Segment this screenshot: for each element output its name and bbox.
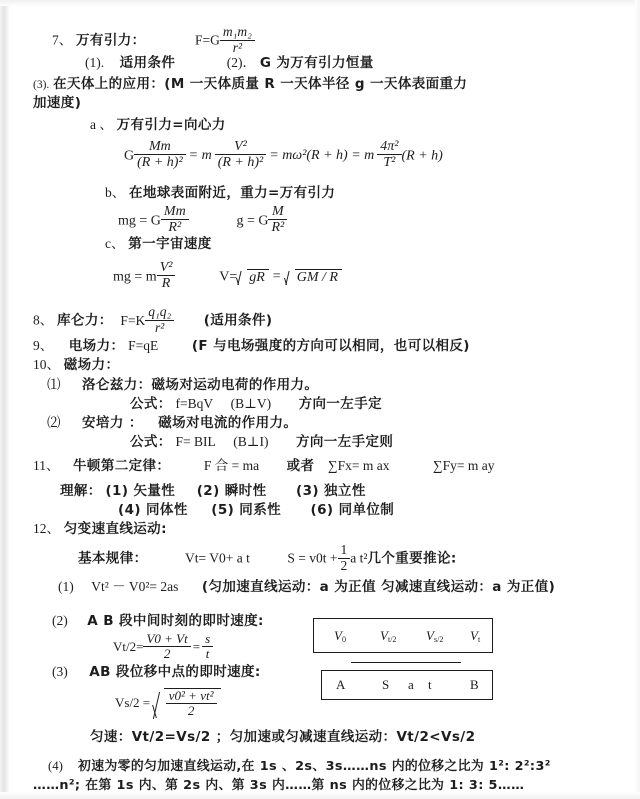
eq-term1-den: (R + h)²: [134, 154, 186, 170]
item-2-text: 磁场对电流的作用力。: [158, 415, 298, 431]
section-10-item-1: [47, 378, 318, 393]
velocity-cell-vt: $V_t$: [470, 627, 481, 644]
s12-item-1-note: (匀加速直线运动：a 为正值 匀减速直线运动：a 为正值): [201, 579, 556, 595]
section-8: [33, 303, 273, 336]
section-8-number: 8、: [33, 312, 54, 328]
sub-2-text: G 为万有引力恒量: [259, 55, 374, 71]
section-7-item-b: [105, 186, 335, 201]
eq-term2-num: V²: [234, 138, 247, 154]
sqrt-GMR-content: GM / R: [295, 269, 342, 285]
section-9-number: 9、: [33, 338, 54, 353]
section-10-number: 10、: [33, 357, 60, 372]
item-2-condition: (B⊥I): [233, 434, 269, 449]
section-12-basic-law: [78, 541, 457, 574]
s12-item-3-marker: (3): [52, 664, 68, 679]
basic-law-half-fraction: [338, 543, 351, 573]
item-2-formula-label: 公式：: [130, 434, 172, 450]
section-7-formula-lead: F=G: [195, 32, 220, 48]
understand-item-5: (5) 同系性: [211, 502, 281, 518]
velocity-row-box: [313, 618, 493, 653]
vs2-lead: Vs/2 =: [115, 694, 151, 710]
vs2-den: 2: [166, 703, 217, 718]
section-12-item-3-equation: [115, 688, 221, 719]
velocity-cell-vt2: $V_{t/2}$: [380, 627, 397, 644]
item-c-left-lead: mg = m: [113, 269, 157, 285]
section-7-sub-3-cont: 加速度): [33, 95, 82, 111]
section-12-item-3: [52, 665, 261, 680]
vt2-lead: Vt/2=: [113, 638, 144, 654]
understand-item-4: (4) 同体性: [118, 502, 188, 518]
s12-item-3-text: AB 段位移中点的即时速度:: [89, 664, 261, 680]
item-2-formula: F= BIL: [175, 434, 216, 449]
vt2-num-1: V0 + Vt: [146, 630, 188, 646]
section-7-heading: [52, 23, 255, 56]
eq-equals-2: = mω²(R + h) = m: [269, 148, 375, 164]
item-1-marker: ⑴: [47, 377, 61, 392]
section-12-uniform-note: [90, 730, 475, 745]
sub-1-text: 适用条件: [119, 55, 176, 71]
vt2-equals: =: [192, 638, 201, 654]
basic-law-half-den: 2: [338, 558, 351, 574]
sub-2-marker: (2)．: [226, 55, 257, 70]
section-12-number: 12、: [33, 521, 60, 536]
section-12-item-4-cont: ……n²; 在第 1s 内、第 2s 内、第 3s 内……第 ns 内的位移之比为 1: 3: 5……: [33, 778, 525, 793]
section-11-title: 牛顿第二定律：: [73, 458, 171, 474]
s12-item-1-marker: (1): [58, 579, 74, 594]
section-9-formula: F=qE: [128, 338, 159, 353]
section-12-heading: [33, 522, 167, 537]
item-b-left-lead: mg = G: [118, 213, 161, 229]
sqrt-vs2-icon: [154, 688, 221, 719]
section-9-title: 电场力：: [68, 338, 125, 354]
item-b-equations: [118, 205, 287, 236]
vs2-num: v0² + vt²: [168, 687, 214, 703]
section-11-formula-y: ∑Fy= m ay: [433, 458, 495, 473]
item-b-right-lead: g = G: [236, 213, 269, 229]
section-10-item-2-formula: [130, 435, 393, 450]
vt2-num-2: s: [205, 630, 211, 646]
item-c-left-num: V²: [159, 259, 173, 275]
eq-term3-den: T²: [377, 154, 401, 170]
item-c-right-lead: V=: [219, 269, 238, 285]
section-11-heading: [33, 459, 495, 474]
section-12-item-2-equation: [113, 630, 213, 662]
section-9-note: (F 与电场强度的方向可以相同，也可以相反): [191, 338, 470, 354]
eq-term1-fraction: [134, 139, 186, 170]
item-2-direction: 方向一左手定则: [295, 434, 394, 450]
basic-law-half-num: 1: [340, 541, 348, 557]
segment-cell-b: B: [470, 677, 479, 692]
section-12-title: 匀变速直线运动:: [63, 521, 167, 537]
understand-item-6: (6) 同单位制: [310, 502, 395, 518]
item-c-left-den: R: [157, 275, 176, 291]
item-b-left-num: Mm: [163, 203, 186, 219]
item-c-left-fraction: [157, 260, 176, 291]
s12-item-2-text: A B 段中间时刻的即时速度:: [87, 613, 264, 629]
section-11-understand-row-1: [60, 484, 366, 499]
sqrt-gR-content: gR: [247, 269, 269, 285]
eq-term1-num: Mm: [149, 138, 171, 154]
segment-cell-t: t: [428, 677, 432, 692]
eq-term2-fraction: [215, 139, 267, 170]
section-10-title: 磁场力：: [63, 357, 120, 373]
basic-law-formula-1: Vt= V0+ a t: [185, 550, 250, 566]
section-12-item-1: [58, 580, 555, 595]
understand-label: 理解：: [60, 483, 102, 499]
velocity-cell-vs2: $V_{s/2}$: [426, 627, 444, 644]
item-a-text: 万有引力=向心力: [116, 117, 226, 133]
eq-tail: (R + h): [401, 148, 443, 164]
item-b-text: 在地球表面附近，重力=万有引力: [129, 185, 336, 201]
segment-cell-a-accel: a: [408, 677, 414, 692]
section-9: [33, 339, 470, 354]
eq-lead-g: G: [124, 148, 135, 164]
item-2-marker: ⑵: [47, 415, 61, 430]
segment-cell-a: A: [336, 677, 346, 692]
understand-item-3: (3) 独立性: [296, 483, 366, 499]
segment-underline: [351, 662, 461, 663]
section-11-understand-row-2: [118, 503, 394, 518]
understand-item-2: (2) 瞬时性: [196, 483, 267, 499]
basic-law-formula-2-tail: a t²: [350, 550, 368, 566]
item-c-text: 第一宇宙速度: [128, 236, 212, 252]
item-2-name: 安培力 ：: [82, 415, 143, 431]
item-a-label: a 、: [90, 117, 113, 132]
sub-3-marker: (3).: [33, 79, 50, 91]
item-b-right-den: R²: [268, 219, 287, 235]
item-b-right-fraction: [268, 204, 287, 235]
basic-law-note: 几个重要推论:: [367, 550, 457, 567]
sqrt-GMR-icon: [285, 269, 342, 285]
sqrt-gR-icon: [237, 269, 269, 285]
section-7-fraction: [220, 25, 255, 55]
segment-row-box: [321, 670, 493, 700]
item-c-equations: [113, 261, 342, 292]
velocity-cell-v0: $V_0$: [334, 627, 346, 644]
section-7-sub-1: [85, 56, 374, 71]
section-12-item-4: [48, 760, 551, 774]
section-7-item-c: [105, 237, 212, 252]
section-10-item-1-formula: [130, 397, 382, 412]
item-b-left-den: R²: [161, 219, 189, 235]
section-8-title: 库仑力：: [57, 312, 113, 329]
section-7-number: 7、: [52, 32, 73, 48]
item-b-label: b、: [105, 185, 126, 200]
section-7-frac-denominator: r²: [220, 40, 255, 56]
uniform-note-text: 匀速：Vt/2=Vs/2 ；匀加速或匀减速直线运动：Vt/2<Vs/2: [90, 729, 476, 745]
basic-law-formula-2-lead: S = v0t +: [287, 550, 338, 566]
item-c-label: c、: [105, 236, 125, 251]
eq-term3-num: 4π²: [380, 138, 399, 154]
section-7-sub-3: [33, 77, 467, 92]
item-1-formula: f=BqV: [175, 396, 214, 411]
sub-1-marker: (1).: [85, 55, 105, 70]
item-c-equals: =: [272, 269, 281, 285]
s12-item-2-marker: (2): [52, 613, 68, 628]
eq-term2-den: (R + h)²: [215, 154, 267, 170]
item-1-text: 磁场对运动电荷的作用力。: [151, 377, 319, 393]
vt2-fraction-1: [143, 632, 190, 661]
vt2-fraction-2: [202, 632, 213, 661]
section-10-item-2: [47, 416, 297, 431]
section-8-frac-denominator: r²: [145, 320, 174, 336]
section-11-or: 或者: [286, 458, 315, 474]
s12-item-4-marker: (4): [48, 759, 63, 773]
section-11-formula-main: F 合 = ma: [203, 458, 260, 473]
section-10-heading: [33, 358, 119, 373]
eq-equals-1: = m: [188, 148, 212, 164]
section-11-formula-x: ∑Fx= m ax: [328, 458, 390, 473]
eq-term3-fraction: [377, 139, 401, 170]
section-8-formula-lead: F=K: [120, 312, 146, 328]
vt2-den-1: 2: [143, 646, 190, 661]
segment-cell-s: S: [382, 677, 390, 692]
sub-3-text: 在天体上的应用：(M 一天体质量 R 一天体半径 g 一天体表面重力: [53, 76, 468, 92]
item-1-formula-label: 公式：: [130, 396, 172, 412]
sqrt-vs2-content: [164, 688, 221, 719]
vs2-fraction: [166, 689, 217, 718]
item-b-left-fraction: [161, 204, 189, 235]
basic-law-label: 基本规律：: [78, 550, 148, 567]
section-8-fraction: [145, 305, 174, 335]
section-12-item-2: [52, 614, 264, 629]
section-8-frac-numerator: q₁q₂: [148, 303, 172, 319]
item-a-equation: [124, 140, 443, 171]
section-7-item-a: [90, 118, 226, 133]
section-8-note: (适用条件): [203, 312, 273, 329]
s12-item-4-text: 初速为零的匀加速直线运动,在 1s 、2s、3s……ns 内的位移之比为 1²: 2²:3²: [78, 759, 551, 774]
section-7-title: 万有引力：: [76, 32, 146, 49]
understand-item-1: (1) 矢量性: [105, 483, 176, 499]
item-1-name: 洛仑兹力：: [82, 377, 152, 393]
section-11-number: 11、: [33, 458, 60, 473]
section-7-frac-numerator: m₁m₂: [222, 23, 252, 39]
item-1-condition: (B⊥V): [230, 396, 272, 411]
vt2-den-2: t: [202, 646, 213, 661]
item-1-direction: 方向一左手定: [298, 396, 383, 412]
item-b-right-num: M: [272, 203, 284, 219]
s12-item-1-formula: Vt² － V0²= 2as: [91, 579, 179, 594]
